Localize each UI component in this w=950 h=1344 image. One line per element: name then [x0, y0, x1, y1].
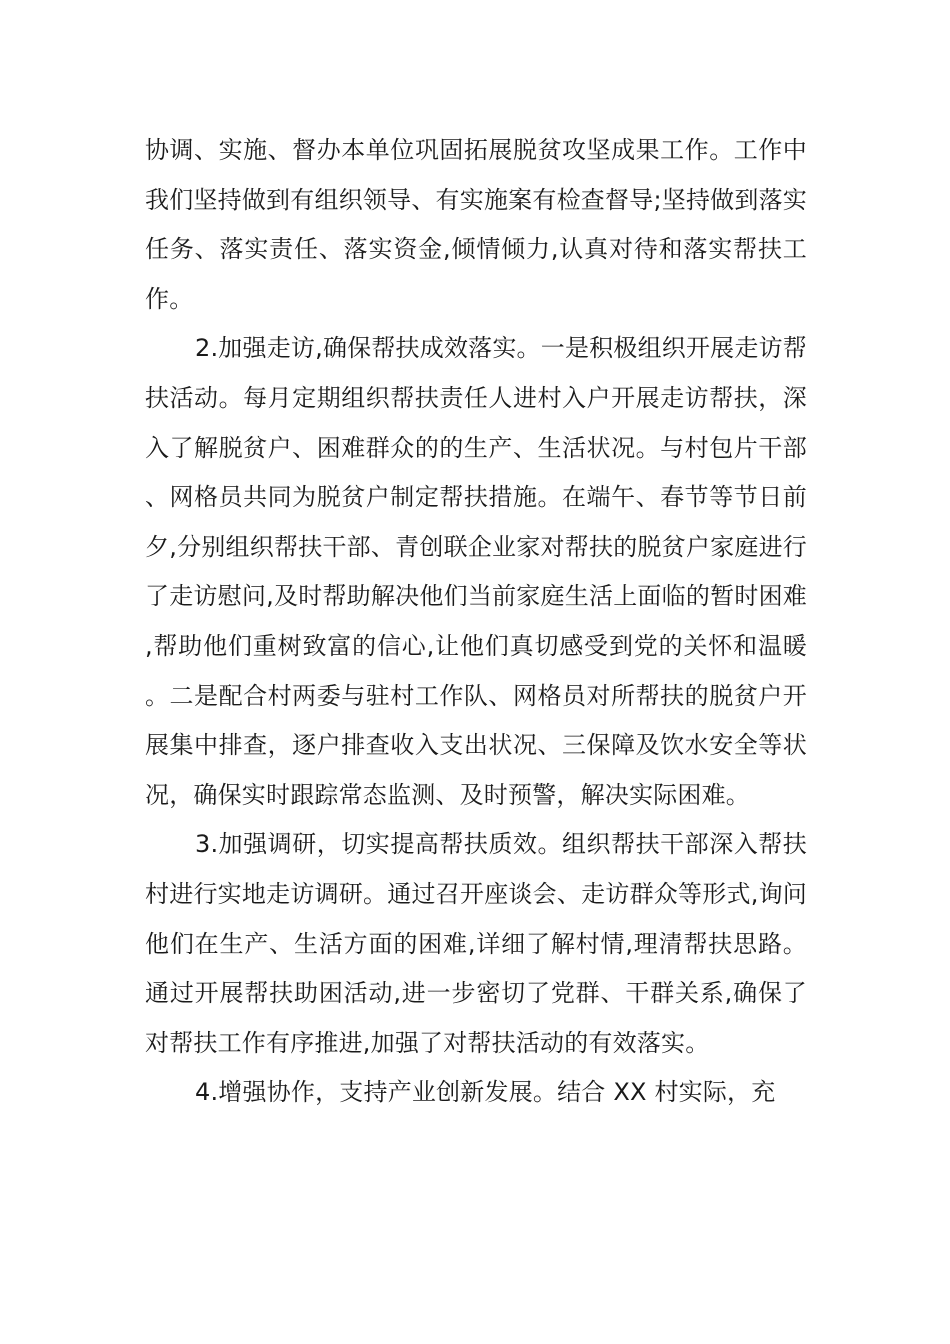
document-body	[145, 126, 807, 1118]
paragraph-3-research: 3.加强调研，切实提高帮扶质效。组织帮扶干部深入帮扶村进行实地走访调研。通过召开座谈会、走访群众等形式,询问他们在生产、生活方面的困难,详细了解村情,理清帮扶思路。通过开展帮扶助困活动,进一步密切了党群、干群关系,确保了对帮扶工作有序推进,加强了对帮扶活动的有效落实。	[145, 830, 807, 1057]
paragraph-2-visits: 2.加强走访,确保帮扶成效落实。一是积极组织开展走访帮扶活动。每月定期组织帮扶责任人进村入户开展走访帮扶，深入了解脱贫户、困难群众的的生产、生活状况。与村包片干部、网格员共同为脱贫户制定帮扶措施。在端午、春节等节日前夕,分别组织帮扶干部、青创联企业家对帮扶的脱贫户家庭进行了走访慰问,及时帮助解决他们当前家庭生活上面临的暂时困难,帮助他们重树致富的信心,让他们真切感受到党的关怀和温暖。二是配合村两委与驻村工作队、网格员对所帮扶的脱贫户开展集中排查，逐户排查收入支出状况、三保障及饮水安全等状况，确保实时跟踪常态监测、及时预警，解决实际困难。	[145, 334, 807, 809]
paragraph-4-cooperation: 4.增强协作，支持产业创新发展。结合 XX 村实际，充	[195, 1078, 776, 1107]
paragraph-continuation: 协调、实施、督办本单位巩固拓展脱贫攻坚成果工作。工作中我们坚持做到有组织领导、有实施案有检查督导;坚持做到落实任务、落实责任、落实资金,倾情倾力,认真对待和落实帮扶工作。	[145, 136, 807, 313]
